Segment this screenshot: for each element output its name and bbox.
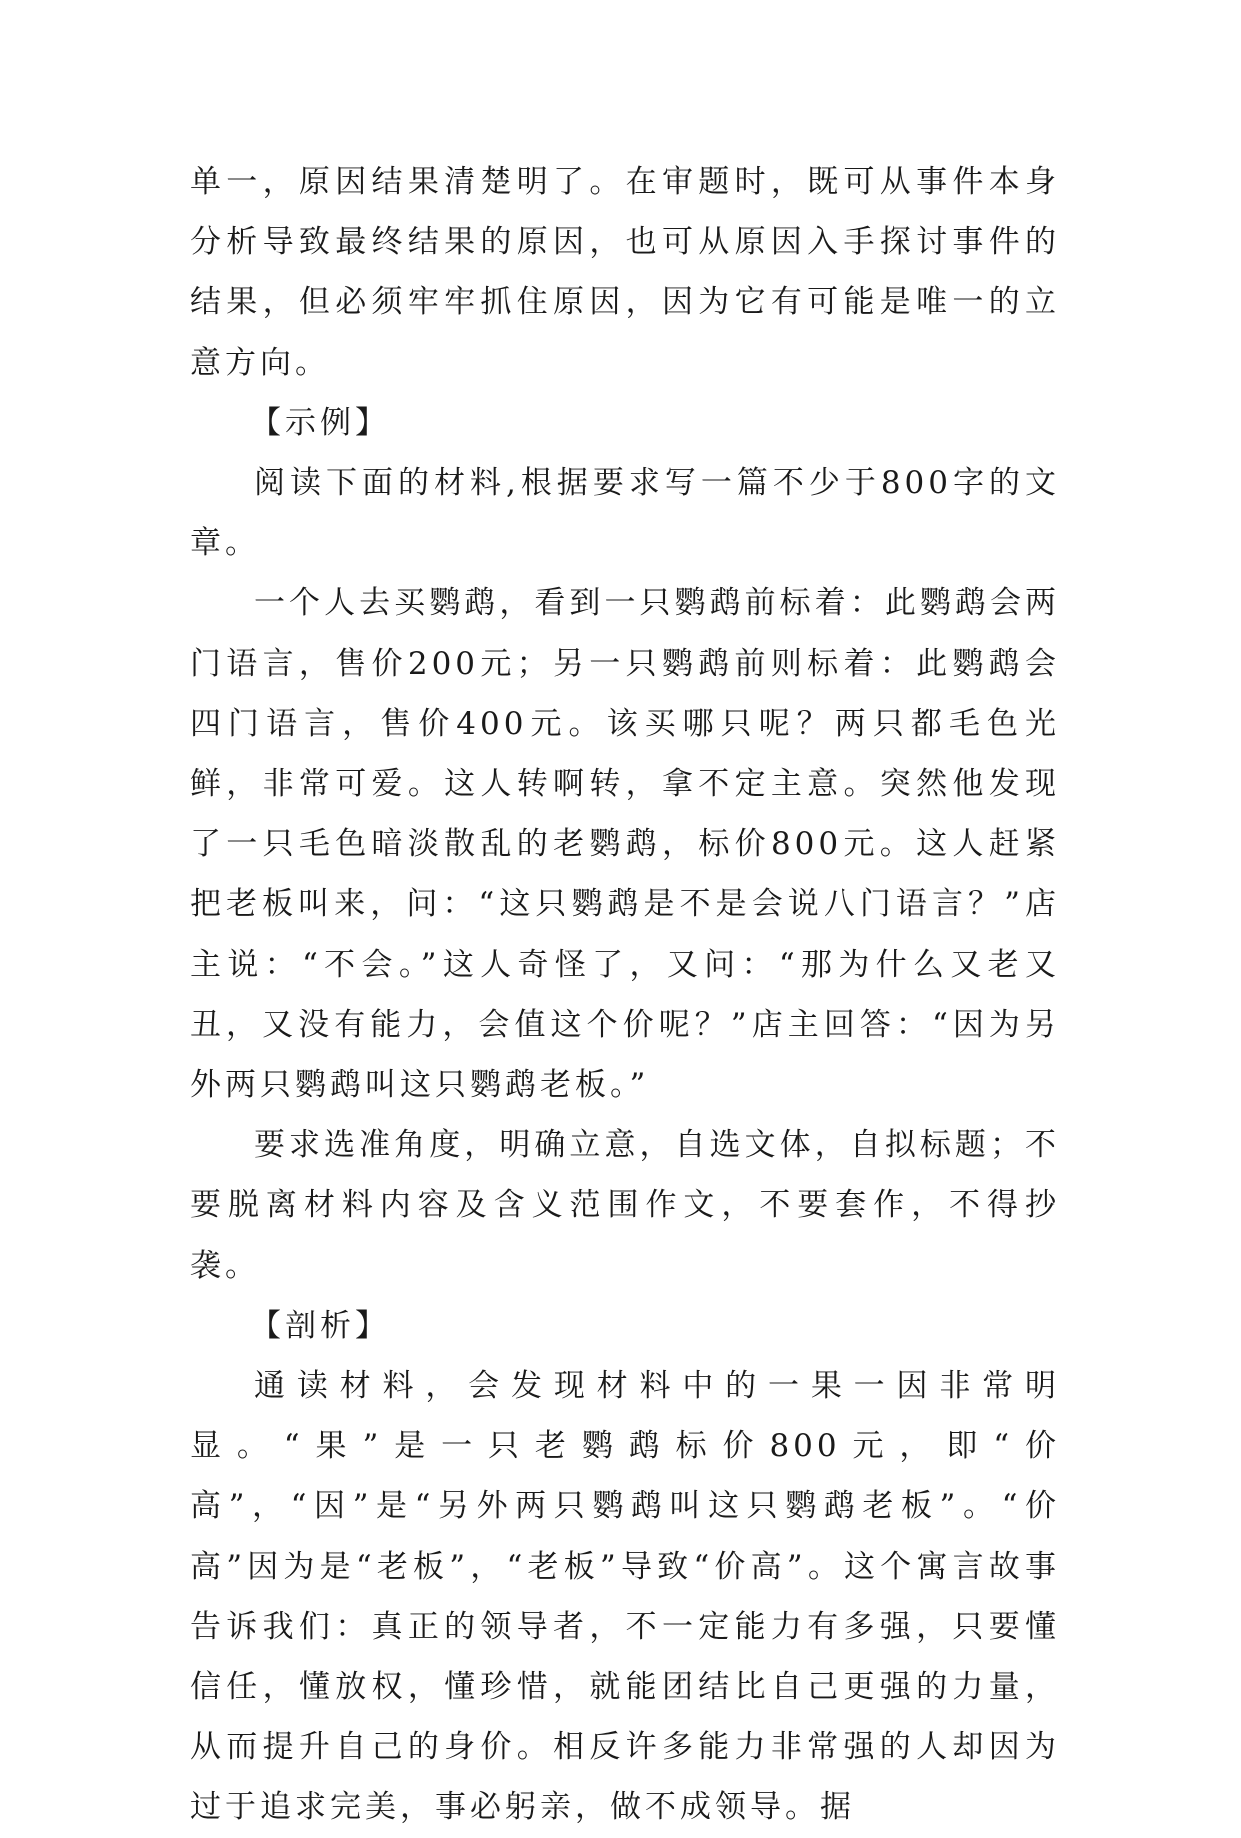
document-body xyxy=(190,152,1060,1838)
paragraph-continuation: 单一，原因结果清楚明了。在审题时，既可从事件本身分析导致最终结果的原因，也可从原因入手探讨事件的结果，但必须牢牢抓住原因，因为它有可能是唯一的立意方向。 xyxy=(190,164,1060,381)
paragraph-parrot-story: 一个人去买鹦鹉，看到一只鹦鹉前标着：此鹦鹉会两门语言，售价200元；另一只鹦鹉前则标着：此鹦鹉会四门语言，售价400元。该买哪只呢？两只都毛色光鲜，非常可爱。这人转啊转，拿不定主意。突然他发现了一只毛色暗淡散乱的老鹦鹉，标价800元。这人赶紧把老板叫来，问：“这只鹦鹉是不是会说八门语言？”店主说：“不会。”这人奇怪了，又问：“那为什么又老又丑，又没有能力，会值这个价呢？”店主回答：“因为另外两只鹦鹉叫这只鹦鹉老板。” xyxy=(190,585,1060,1104)
paragraph-instruction: 阅读下面的材料,根据要求写一篇不少于800字的文章。 xyxy=(190,465,1060,562)
paragraph-analysis: 通读材料，会发现材料中的一果一因非常明显。“果”是一只老鹦鹉标价800元，即“价高”，“因”是“另外两只鹦鹉叫这只鹦鹉老板”。“价高”因为是“老板”，“老板”导致“价高”。这个寓言故事告诉我们：真正的领导者，不一定能力有多强，只要懂信任，懂放权，懂珍惜，就能团结比自己更强的力量，从而提升自己的身价。相反许多能力非常强的人却因为过于追求完美，事必躬亲，做不成领导。据 xyxy=(190,1368,1060,1826)
section-label-example: 【示例】 xyxy=(250,404,390,441)
paragraph-requirements: 要求选准角度，明确立意，自选文体，自拟标题；不要脱离材料内容及含义范围作文，不要套作，不得抄袭。 xyxy=(190,1127,1060,1284)
section-label-analysis: 【剖析】 xyxy=(250,1307,390,1344)
